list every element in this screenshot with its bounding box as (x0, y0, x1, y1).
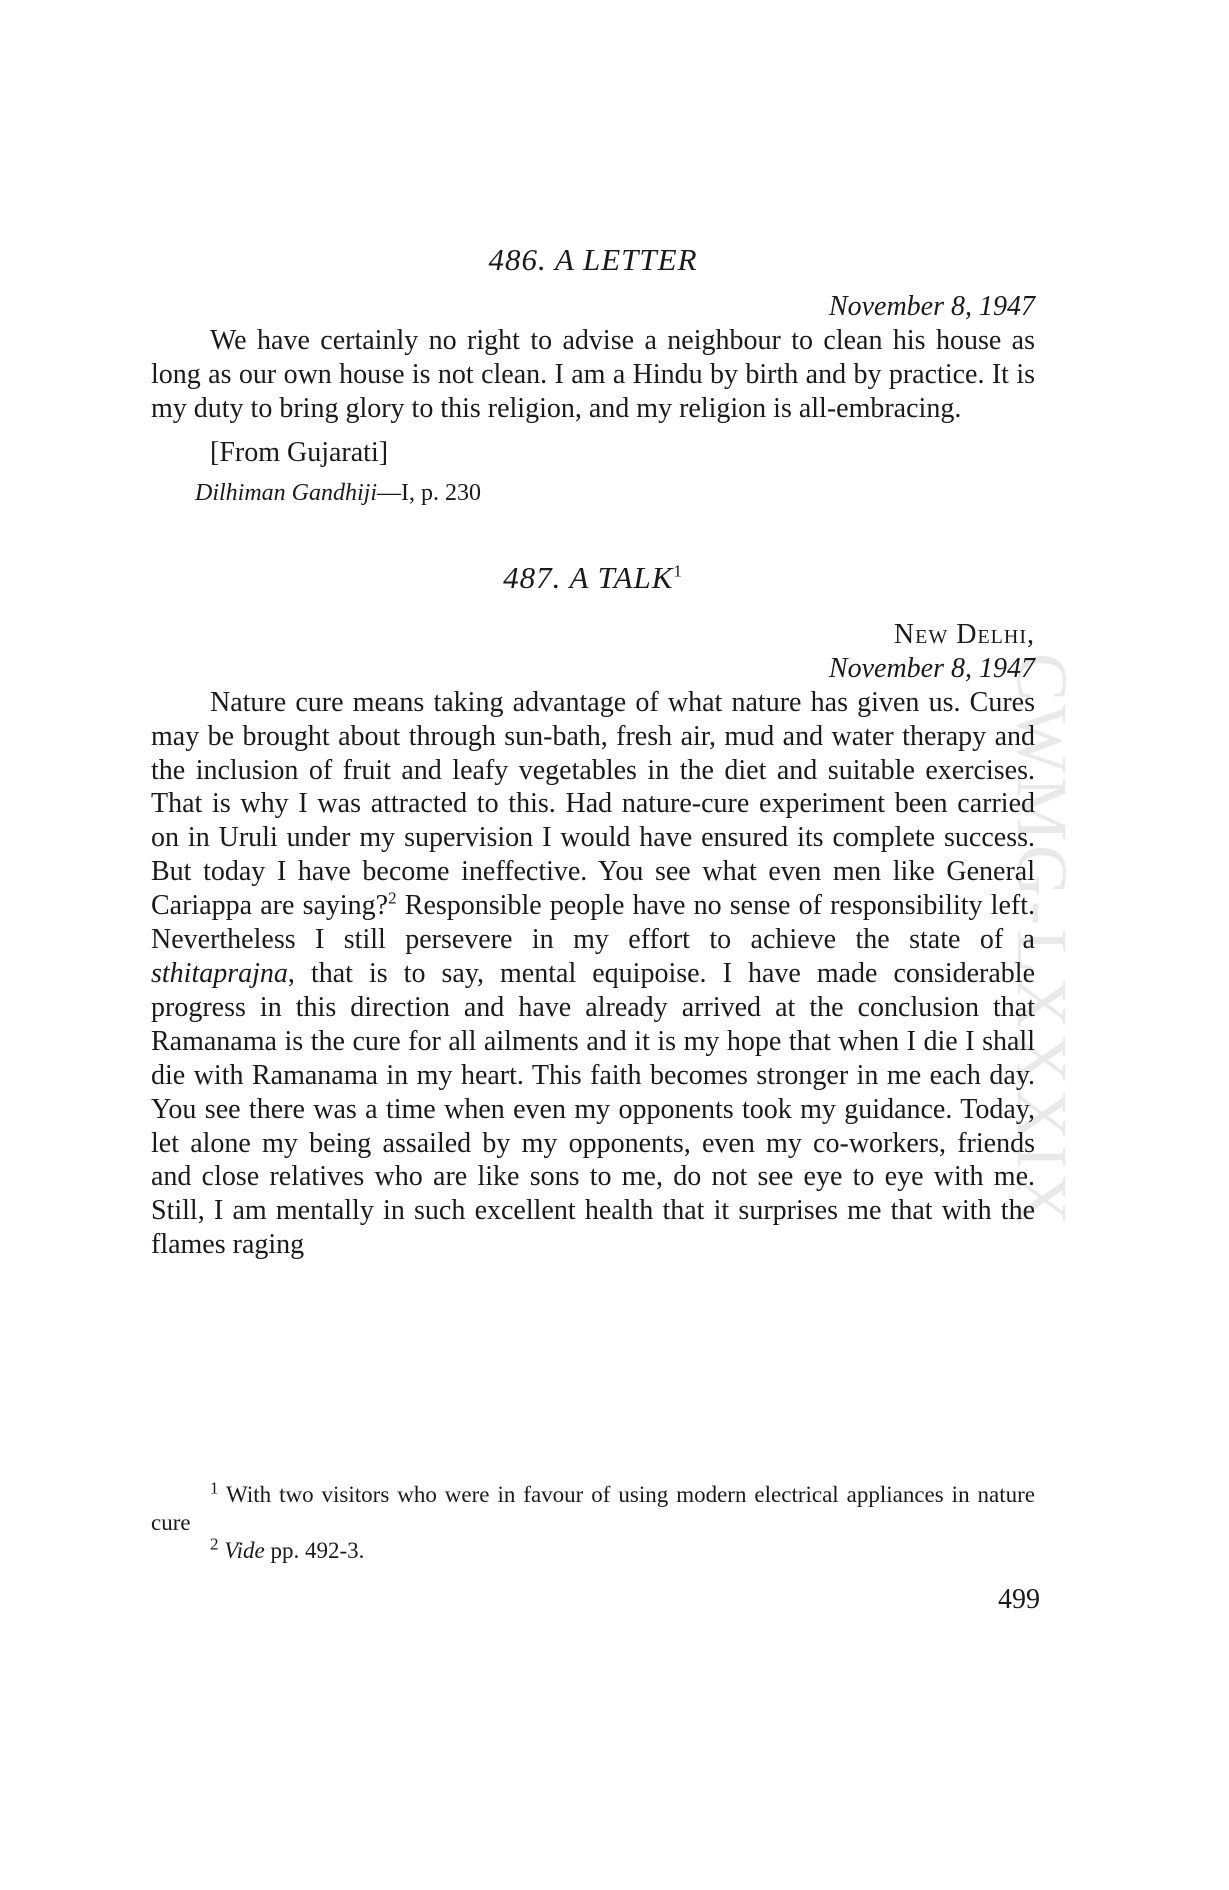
footnotes (151, 1478, 1035, 1565)
footnote (151, 1534, 1035, 1565)
footnote-marker: 1 (673, 561, 683, 581)
footnote (151, 1478, 1035, 1537)
footnote-number: 2 (210, 1534, 219, 1554)
footnote-text: pp. 492-3. (264, 1538, 365, 1563)
dateline: November 8, 1947 (828, 291, 1035, 322)
page-body (151, 240, 1035, 1262)
source-title: Dilhiman Gandhiji (195, 479, 378, 506)
footnote-italic: Vide (224, 1538, 265, 1563)
footnote-text: With two visitors who were in favour of using modern electrical appliances in nature cure (151, 1482, 1035, 1535)
footnote-marker: 2 (388, 888, 397, 908)
page-number: 499 (998, 1584, 1040, 1615)
heading-text: 487. A TALK (503, 559, 674, 595)
source-page: —I, p. 230 (377, 479, 482, 506)
dateline: November 8, 1947 (828, 652, 1035, 684)
placeline: New Delhi, (893, 618, 1035, 650)
paragraph-text: Nature cure means taking advantage of what nature has given us. Cures may be brought about through sun-bath, fresh air, mud and water therapy and the inclusion of fruit and leafy vegetables in the diet and suitable exercises. That is why I was attracted to this. Had nature-cure experiment been carried on in Uruli under my supervision I would have ensured its complete success. But today I have become ineffective. You see what even men like General Cariappa are saying? (151, 686, 1035, 922)
italic-term: sthitaprajna (151, 957, 288, 989)
section-letter (151, 240, 1035, 510)
paragraph-text: Responsible people have no sense of responsibility left. Nevertheless I still persevere in my effort to achieve the state of a (151, 890, 1035, 956)
section-heading (151, 558, 1035, 598)
watermark-text: CWMG-LXXXIX (1002, 653, 1082, 1229)
paragraph: We have certainly no right to advise a neighbour to clean his house as long as our own house is not clean. I am a Hindu by birth and by practice. It is my duty to bring glory to this religion, and my religion is all-embracing. (151, 325, 1035, 424)
section-heading: 486. A LETTER (488, 242, 698, 277)
paragraph (151, 686, 1035, 1262)
source-language: [From Gujarati] (210, 436, 389, 468)
footnote-number: 1 (210, 1478, 219, 1498)
source-reference (151, 476, 1035, 510)
paragraph-text: , that is to say, mental equipoise. I have made considerable progress in this direction and have already arrived at the conclusion that Ramanama is the cure for all ailments and it is my hope that when I die I shall die with Ramanama in my heart. This faith becomes stronger in me each day. You see there was a time when even my opponents took my guidance. Today, let alone my being assailed by my opponents, even my co-workers, friends and close relatives who are like sons to me, do not see eye to eye with me. Still, I am mentally in such excellent health that it surprises me that with the flames raging (151, 957, 1035, 1261)
section-talk (151, 558, 1035, 1262)
